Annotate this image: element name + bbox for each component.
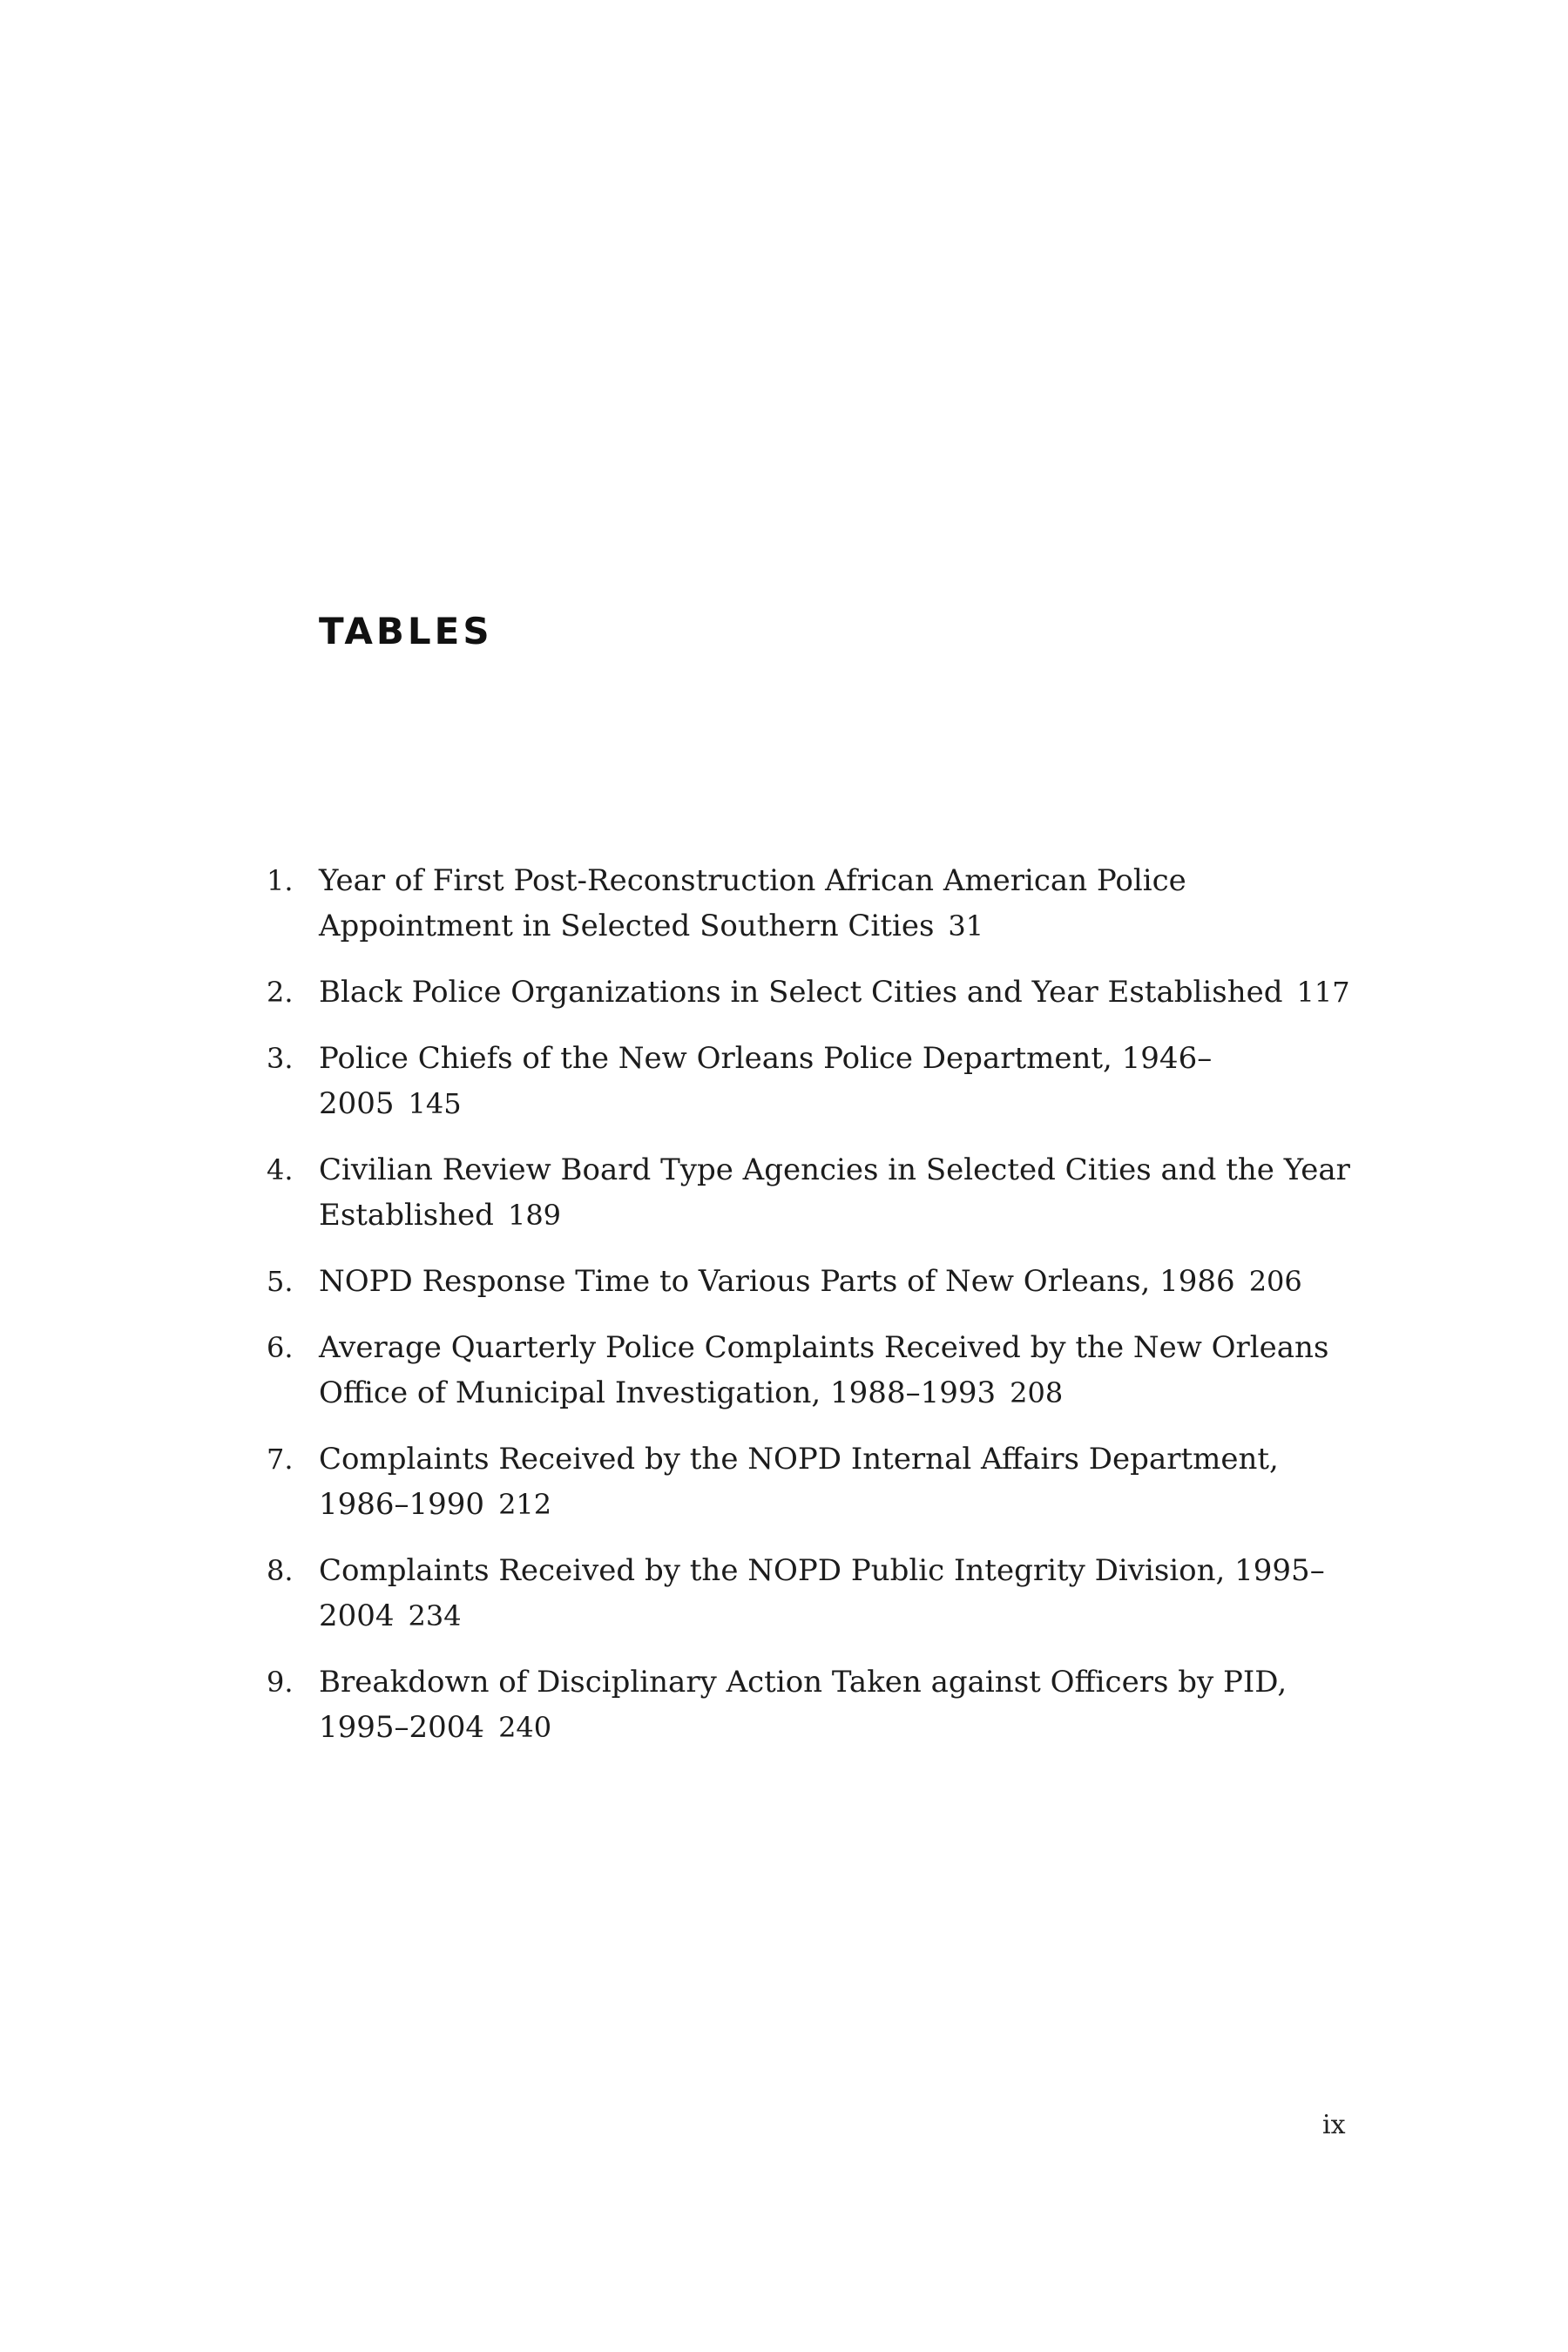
entry-page: 145 [408, 1087, 462, 1120]
tables-list [253, 858, 1350, 1771]
entry-page: 206 [1248, 1265, 1302, 1298]
entry-title: Year of First Post-Reconstruction African American Police Appointment in Selected Southern Cities [319, 863, 1186, 943]
list-item [253, 970, 1350, 1015]
entry-title: Black Police Organizations in Select Cities and Year Established [319, 975, 1283, 1010]
entry-page: 117 [1296, 976, 1350, 1009]
entry-number: 4. [267, 1153, 294, 1186]
list-item [253, 1036, 1350, 1126]
page-title: TABLES [319, 610, 493, 652]
entry-number: 8. [267, 1554, 294, 1587]
entry-number: 1. [267, 864, 294, 897]
entry-title: Complaints Received by the NOPD Internal Affairs Department, 1986–1990 [319, 1442, 1279, 1522]
entry-number: 9. [267, 1666, 294, 1699]
entry-title: NOPD Response Time to Various Parts of New Orleans, 1986 [319, 1264, 1235, 1299]
entry-page: 31 [948, 909, 984, 943]
list-item [253, 1325, 1350, 1416]
list-item [253, 1659, 1350, 1750]
entry-number: 6. [267, 1331, 294, 1364]
entry-page: 212 [498, 1488, 552, 1521]
list-item [253, 1147, 1350, 1238]
entry-number: 5. [267, 1265, 294, 1298]
list-item [253, 1548, 1350, 1639]
entry-number: 7. [267, 1443, 294, 1476]
entry-title: Average Quarterly Police Complaints Received by the New Orleans Office of Municipal Investigation, 1988–1993 [319, 1330, 1329, 1410]
entry-number: 3. [267, 1042, 294, 1075]
list-item [253, 858, 1350, 949]
list-item [253, 1436, 1350, 1527]
entry-page: 234 [408, 1599, 462, 1632]
entry-page: 240 [498, 1711, 552, 1744]
entry-title: Complaints Received by the NOPD Public Integrity Division, 1995–2004 [319, 1553, 1325, 1633]
entry-title: Breakdown of Disciplinary Action Taken against Officers by PID, 1995–2004 [319, 1665, 1288, 1745]
entry-title: Police Chiefs of the New Orleans Police Department, 1946–2005 [319, 1041, 1213, 1121]
list-item [253, 1259, 1350, 1304]
entry-page: 208 [1010, 1376, 1064, 1409]
entry-page: 189 [507, 1199, 562, 1232]
entry-title: Civilian Review Board Type Agencies in Selected Cities and the Year Established [319, 1152, 1350, 1233]
entry-number: 2. [267, 976, 294, 1009]
page-number: ix [1322, 2110, 1346, 2140]
